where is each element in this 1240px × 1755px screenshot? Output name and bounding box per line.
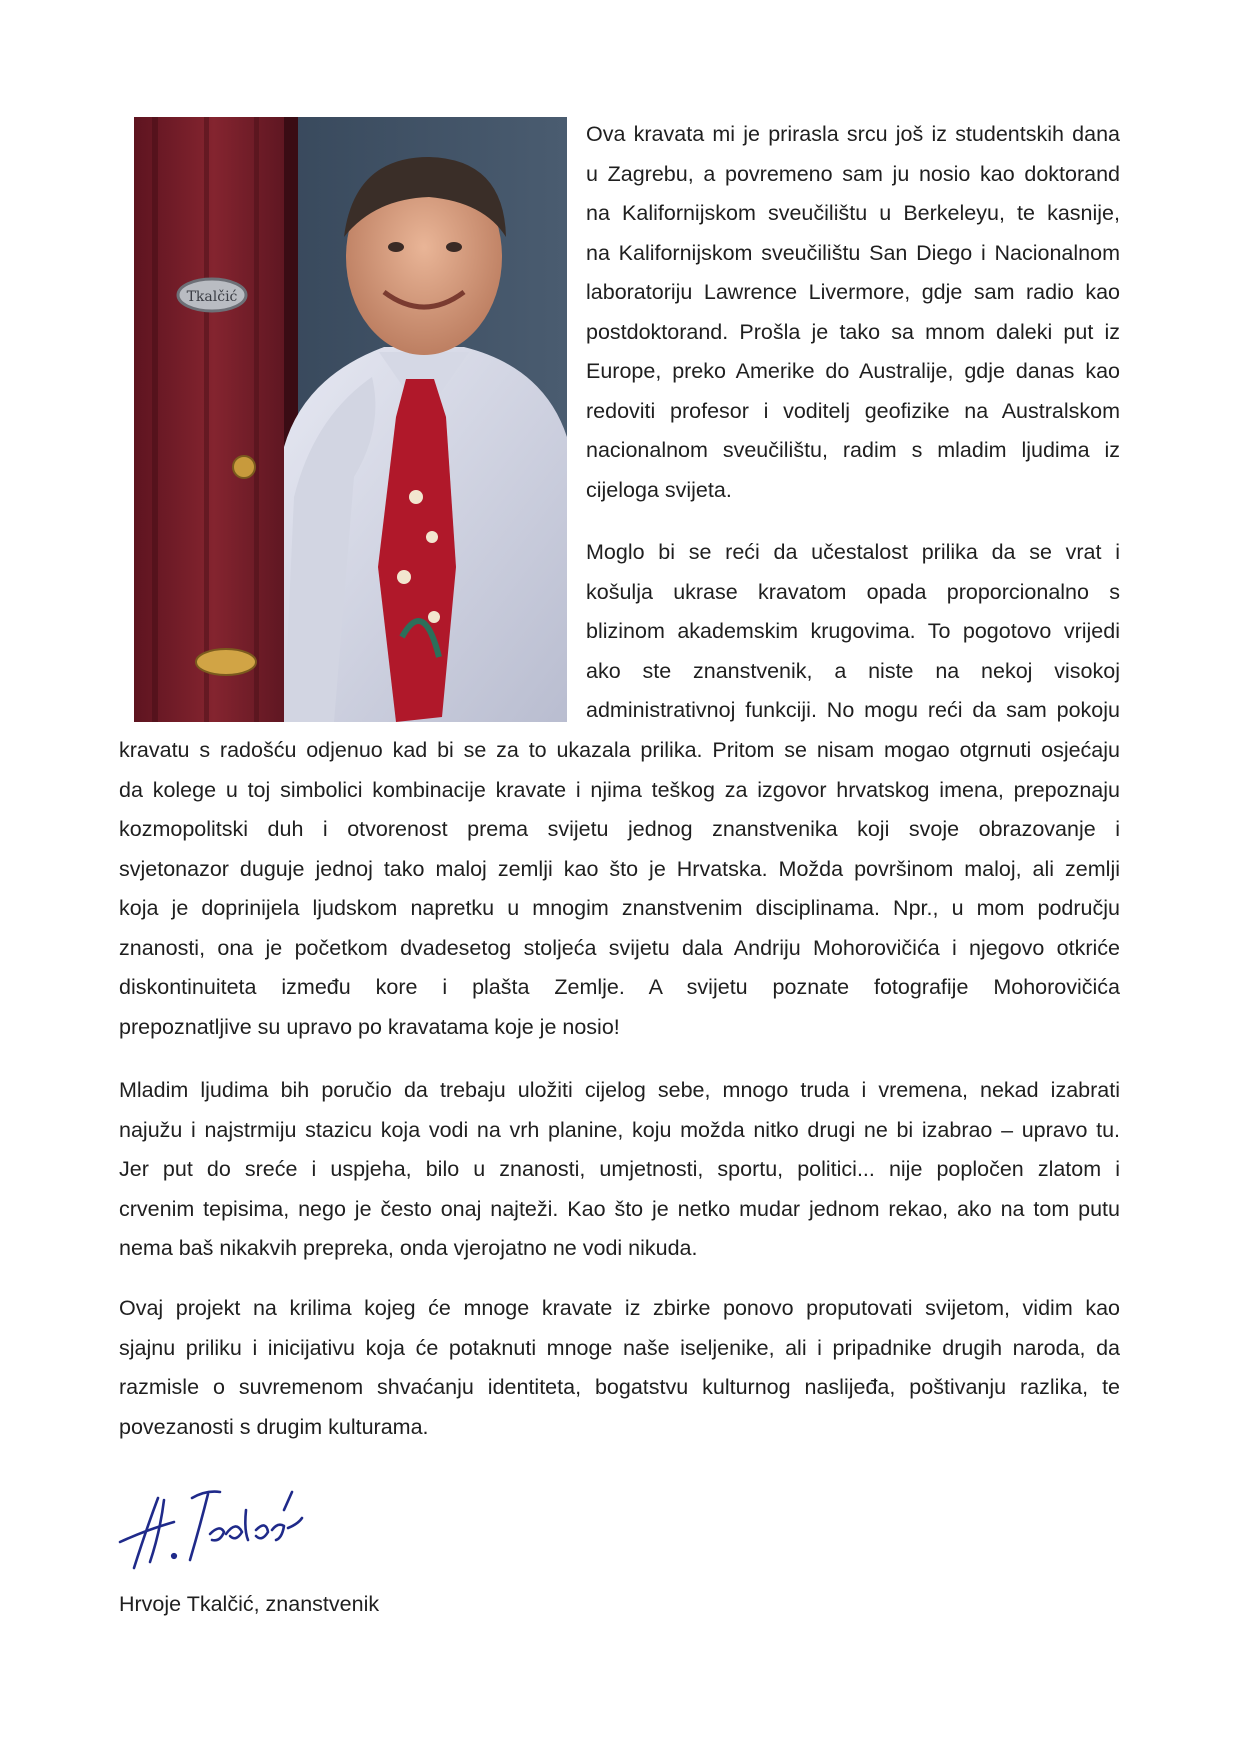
text-line: nacionalnom sveučilištu, radim s mladim ljudima iz bbox=[586, 438, 1120, 462]
text-line: znanosti, ona je početkom dvadesetog stoljeća svijetu dala Andriju Mohorovičića i njegovo otkriće bbox=[119, 935, 1120, 960]
text-line: kozmopolitski duh i otvorenost prema svijetu jednog znanstvenika koji svoje obrazovanje i bbox=[119, 817, 1120, 841]
text-line: sjajnu priliku i inicijativu koja će potaknuti mnoge naše iseljenike, ali i pripadnike drugih naroda, da bbox=[119, 1335, 1120, 1360]
text-line: blizinom akademskim krugovima. To pogotovo vrijedi bbox=[586, 619, 1120, 643]
text-line: najužu i najstrmiju stazicu koja vodi na vrh planine, koju možda nitko drugi ne bi izabrao – upravo tu. bbox=[119, 1117, 1120, 1142]
portrait-photo bbox=[134, 117, 567, 722]
text-line: razmisle o suvremenom shvaćanju identiteta, bogatstvu kulturnog naslijeđa, poštivanju razlika, te bbox=[119, 1375, 1120, 1399]
text-line: diskontinuiteta između kore i plašta Zemlje. A svijetu poznate fotografije Mohorovičića bbox=[119, 975, 1120, 999]
text-line: redoviti profesor i voditelj geofizike na Australskom bbox=[586, 398, 1120, 423]
door-nameplate-text: Tkalčić bbox=[186, 289, 238, 305]
text-line: cijeloga svijeta. bbox=[586, 477, 732, 502]
text-line: Ovaj projekt na krilima kojeg će mnoge kravate iz zbirke ponovo proputovati svijetom, vidim kao bbox=[119, 1296, 1120, 1320]
text-line: ako ste znanstvenik, a niste na nekoj visokoj bbox=[586, 658, 1120, 683]
text-line: košulja ukrase kravatom opada proporcionalno s bbox=[586, 579, 1120, 604]
signature-drawing bbox=[116, 1470, 306, 1570]
text-line: administrativnoj funkciji. No mogu reći da sam pokoju bbox=[586, 698, 1120, 722]
paragraph-3 bbox=[119, 1071, 1120, 1269]
text-line: na Kalifornijskom sveučilištu u Berkeleyu, te kasnije, bbox=[586, 201, 1120, 225]
text-line: laboratoriju Lawrence Livermore, gdje sam radio kao bbox=[586, 280, 1120, 304]
text-line: koja je doprinijela ljudskom napretku u mnogim znanstvenim disciplinama. Npr., u mom području bbox=[119, 896, 1120, 920]
text-line: Mladim ljudima bih poručio da trebaju uložiti cijelog sebe, mnogo truda i vremena, nekad izabrati bbox=[119, 1078, 1120, 1102]
text-line: Moglo bi se reći da učestalost prilika da se vrat i bbox=[586, 540, 1120, 564]
paragraph-2-continued bbox=[119, 731, 1120, 1047]
text-line: postdoktorand. Prošla je tako sa mnom daleki put iz bbox=[586, 319, 1120, 344]
text-line: da kolege u toj simbolici kombinacije kravate i njima teškog za izgovor hrvatskog imena, prepoznaju bbox=[119, 777, 1120, 802]
paragraph-4 bbox=[119, 1289, 1120, 1447]
paragraph-2-side bbox=[586, 533, 1120, 731]
door-lock-icon bbox=[233, 456, 255, 478]
paragraph-1 bbox=[586, 115, 1120, 510]
text-line: povezanosti s drugim kulturama. bbox=[119, 1414, 429, 1439]
text-line: Jer put do sreće i uspjeha, bilo u znanosti, umjetnosti, sportu, politici... nije popločen zlatom i bbox=[119, 1157, 1120, 1181]
text-line: prepoznatljive su upravo po kravatama koje je nosio! bbox=[119, 1014, 620, 1039]
text-line: Europe, preko Amerike do Australije, gdje danas kao bbox=[586, 359, 1120, 383]
portrait-illustration bbox=[134, 117, 567, 722]
text-line: kravatu s radošću odjenuo kad bi se za to ukazala prilika. Pritom se nisam mogao otgrnuti osjećaju bbox=[119, 738, 1120, 762]
text-line: svjetonazor duguje jednoj tako maloj zemlji kao što je Hrvatska. Možda površinom maloj, ali zemlji bbox=[119, 856, 1120, 881]
text-line: crvenim tepisima, nego je često onaj najteži. Kao što je netko mudar jednom rekao, ako na tom putu bbox=[119, 1196, 1120, 1221]
text-line: na Kalifornijskom sveučilištu San Diego i Nacionalnom bbox=[586, 240, 1120, 265]
text-line: nema baš nikakvih prepreka, onda vjerojatno ne vodi nikuda. bbox=[119, 1236, 698, 1260]
text-line: u Zagrebu, a povremeno sam ju nosio kao doktorand bbox=[586, 161, 1120, 186]
author-name: Hrvoje Tkalčić, znanstvenik bbox=[119, 1592, 380, 1616]
signature-icon bbox=[116, 1470, 306, 1570]
text-line: Ova kravata mi je prirasla srcu još iz studentskih dana bbox=[586, 122, 1120, 146]
door-handle-icon bbox=[196, 649, 256, 675]
